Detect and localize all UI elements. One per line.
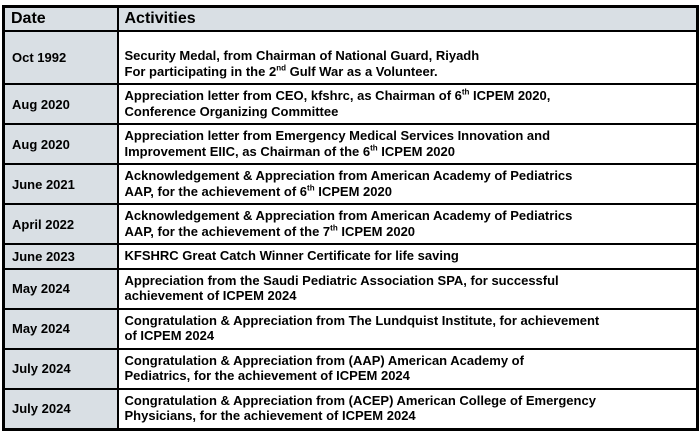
activity-cell [118, 84, 698, 124]
date-cell: June 2021 [4, 164, 118, 204]
activity-line: For participating in the 2nd Gulf War as a Volunteer. [124, 63, 438, 79]
column-header-date: Date [4, 7, 118, 32]
awards-table [2, 5, 699, 431]
table-row [4, 389, 698, 430]
activity-line: Pediatrics, for the achievement of ICPEM 2024 [124, 368, 410, 383]
table-row [4, 244, 698, 269]
date-cell: May 2024 [4, 269, 118, 309]
table-row [4, 309, 698, 349]
date-cell: July 2024 [4, 389, 118, 430]
activity-cell [118, 244, 698, 269]
table-row [4, 31, 698, 84]
activity-cell [118, 164, 698, 204]
table-row [4, 124, 698, 164]
activity-line: AAP, for the achievement of the 7th ICPEM 2020 [124, 223, 416, 239]
column-header-activities: Activities [118, 7, 698, 32]
activity-line: Appreciation letter from Emergency Medical Services Innovation and [124, 128, 551, 143]
date-cell: Aug 2020 [4, 84, 118, 124]
activity-cell [118, 389, 698, 430]
table-header [4, 7, 698, 32]
activity-line: Appreciation letter from CEO, kfshrc, as Chairman of 6th ICPEM 2020, [124, 87, 551, 103]
activity-cell [118, 124, 698, 164]
activity-line: Improvement EIIC, as Chairman of the 6th ICPEM 2020 [124, 143, 456, 159]
table-row [4, 84, 698, 124]
activity-line: Appreciation from the Saudi Pediatric Association SPA, for successful [124, 272, 559, 288]
activity-cell [118, 204, 698, 244]
activity-line: Congratulation & Appreciation from (AAP) American Academy of [124, 352, 524, 368]
table-row [4, 349, 698, 389]
activity-line: Congratulation & Appreciation from (ACEP) American College of Emergency [124, 392, 596, 408]
activity-line: achievement of ICPEM 2024 [124, 288, 297, 303]
date-cell: Aug 2020 [4, 124, 118, 164]
date-cell: July 2024 [4, 349, 118, 389]
date-cell: April 2022 [4, 204, 118, 244]
activity-line: Physicians, for the achievement of ICPEM 2024 [124, 408, 416, 423]
date-cell: June 2023 [4, 244, 118, 269]
activity-cell [118, 269, 698, 309]
activity-cell [118, 349, 698, 389]
activity-line: Security Medal, from Chairman of National Guard, Riyadh [124, 48, 480, 63]
activity-line: AAP, for the achievement of 6th ICPEM 2020 [124, 183, 392, 199]
table-row [4, 164, 698, 204]
activity-line: Acknowledgement & Appreciation from American Academy of Pediatrics [124, 168, 573, 183]
date-cell: May 2024 [4, 309, 118, 349]
table-row [4, 204, 698, 244]
date-cell: Oct 1992 [4, 31, 118, 84]
header-row [4, 7, 698, 32]
activity-line: Acknowledgement & Appreciation from American Academy of Pediatrics [124, 208, 573, 223]
activity-cell [118, 31, 698, 84]
activity-line: Congratulation & Appreciation from The Lundquist Institute, for achievement [124, 312, 600, 328]
activity-cell [118, 309, 698, 349]
activity-line: KFSHRC Great Catch Winner Certificate for life saving [124, 248, 459, 263]
table-row [4, 269, 698, 309]
activity-line: Conference Organizing Committee [124, 103, 339, 119]
activity-line: of ICPEM 2024 [124, 328, 215, 343]
table-body [4, 31, 698, 429]
